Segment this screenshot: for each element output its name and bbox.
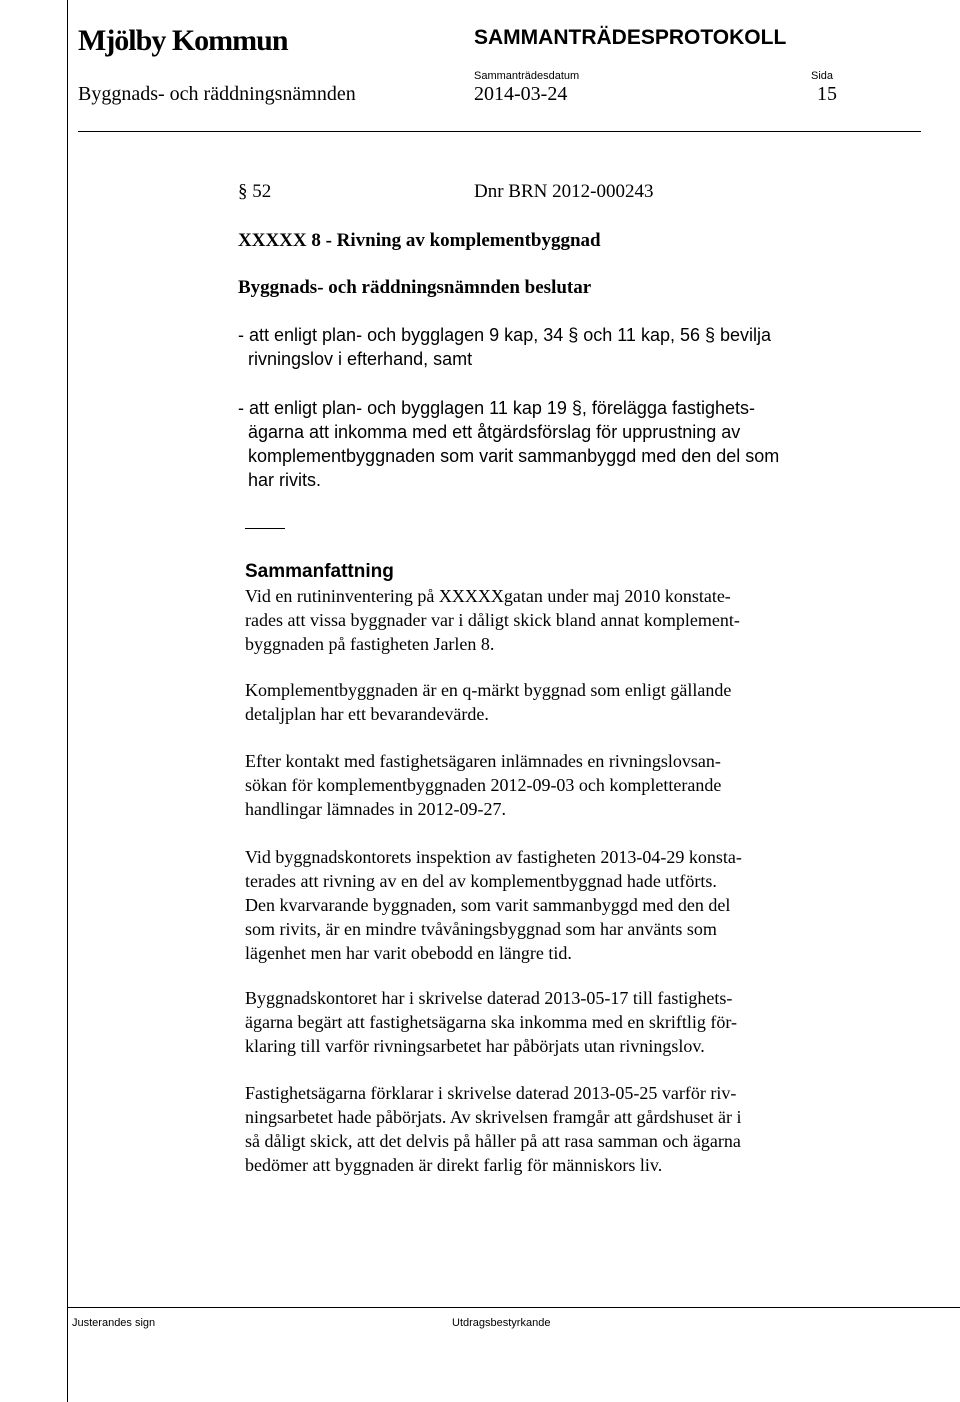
section-separator <box>245 528 285 529</box>
decision-line: rivningslov i efterhand, samt <box>248 349 473 369</box>
paragraph-number: § 52 <box>238 181 272 202</box>
summary-paragraph-6 <box>245 1081 742 1177</box>
summary-line: detaljplan har ett bevarandevärde. <box>245 704 489 724</box>
summary-line: Vid byggnadskontorets inspektion av fastigheten 2013-04-29 konsta- <box>245 847 742 867</box>
summary-line: handlingar lämnades in 2012-09-27. <box>245 799 506 819</box>
footer-justerandes-sign: Justerandes sign <box>72 1317 156 1329</box>
summary-heading: Sammanfattning <box>245 561 394 582</box>
decision-line: - att enligt plan- och bygglagen 9 kap, 34 § och 11 kap, 56 § bevilja <box>238 325 772 345</box>
summary-line: Efter kontakt med fastighetsägaren inlämnades en rivningslovsan- <box>245 751 721 771</box>
footer-divider <box>67 1307 960 1308</box>
footer-utdragsbestyrkande: Utdragsbestyrkande <box>452 1317 551 1329</box>
date-label: Sammanträdesdatum <box>474 70 580 82</box>
summary-line: som rivits, är en mindre tvåvåningsbyggnad som har använts som <box>245 919 717 939</box>
summary-line: rades att vissa byggnader var i dåligt skick bland annat komplement- <box>245 610 740 630</box>
summary-line: byggnaden på fastigheten Jarlen 8. <box>245 634 495 654</box>
summary-line: Vid en rutininventering på XXXXXgatan under maj 2010 konstate- <box>245 586 731 606</box>
case-dnr: Dnr BRN 2012-000243 <box>474 181 654 202</box>
decision-line: har rivits. <box>248 470 322 490</box>
summary-line: Byggnadskontoret har i skrivelse daterad 2013-05-17 till fastighets- <box>245 988 733 1008</box>
page-number: 15 <box>817 83 837 105</box>
summary-line: Den kvarvarande byggnaden, som varit sammanbyggd med den del <box>245 895 731 915</box>
summary-paragraph-3 <box>245 749 721 821</box>
decision-item-1 <box>238 323 771 371</box>
summary-line: klaring till varför rivningsarbetet har påbörjats utan rivningslov. <box>245 1036 705 1056</box>
decision-line: ägarna att inkomma med ett åtgärdsförslag för upprustning av <box>248 422 741 442</box>
doc-type-title: SAMMANTRÄDESPROTOKOLL <box>474 26 787 49</box>
decision-line: - att enligt plan- och bygglagen 11 kap 19 §, förelägga fastighets- <box>238 398 756 418</box>
header-divider <box>78 131 921 132</box>
meeting-date: 2014-03-24 <box>474 83 568 105</box>
summary-paragraph-5 <box>245 986 737 1058</box>
decision-line: komplementbyggnaden som varit sammanbyggd med den del som <box>248 446 780 466</box>
org-name: Mjölby Kommun <box>78 24 288 57</box>
summary-line: ägarna begärt att fastighetsägarna ska inkomma med en skriftlig för- <box>245 1012 737 1032</box>
decision-heading: Byggnads- och räddningsnämnden beslutar <box>238 277 592 298</box>
case-title: XXXXX 8 - Rivning av komplementbyggnad <box>238 230 601 251</box>
summary-line: terades att rivning av en del av komplementbyggnad hade utförts. <box>245 871 717 891</box>
summary-line: Komplementbyggnaden är en q-märkt byggnad som enligt gällande <box>245 680 732 700</box>
summary-paragraph-1 <box>245 584 740 656</box>
summary-line: ningsarbetet hade påbörjats. Av skrivelsen framgår att gårdshuset är i <box>245 1107 742 1127</box>
decision-item-2 <box>238 396 779 492</box>
summary-line: Fastighetsägarna förklarar i skrivelse daterad 2013-05-25 varför riv- <box>245 1083 737 1103</box>
summary-line: bedömer att byggnaden är direkt farlig för människors liv. <box>245 1155 663 1175</box>
summary-line: lägenhet men har varit obebodd en längre tid. <box>245 943 572 963</box>
summary-line: så dåligt skick, att det delvis på håller på att rasa samman och ägarna <box>245 1131 741 1151</box>
summary-line: sökan för komplementbyggnaden 2012-09-03 och kompletterande <box>245 775 722 795</box>
page-label: Sida <box>811 70 834 82</box>
left-margin-line <box>67 0 68 1402</box>
summary-paragraph-4 <box>245 845 742 965</box>
summary-paragraph-2 <box>245 678 731 726</box>
committee-name: Byggnads- och räddningsnämnden <box>78 83 356 105</box>
